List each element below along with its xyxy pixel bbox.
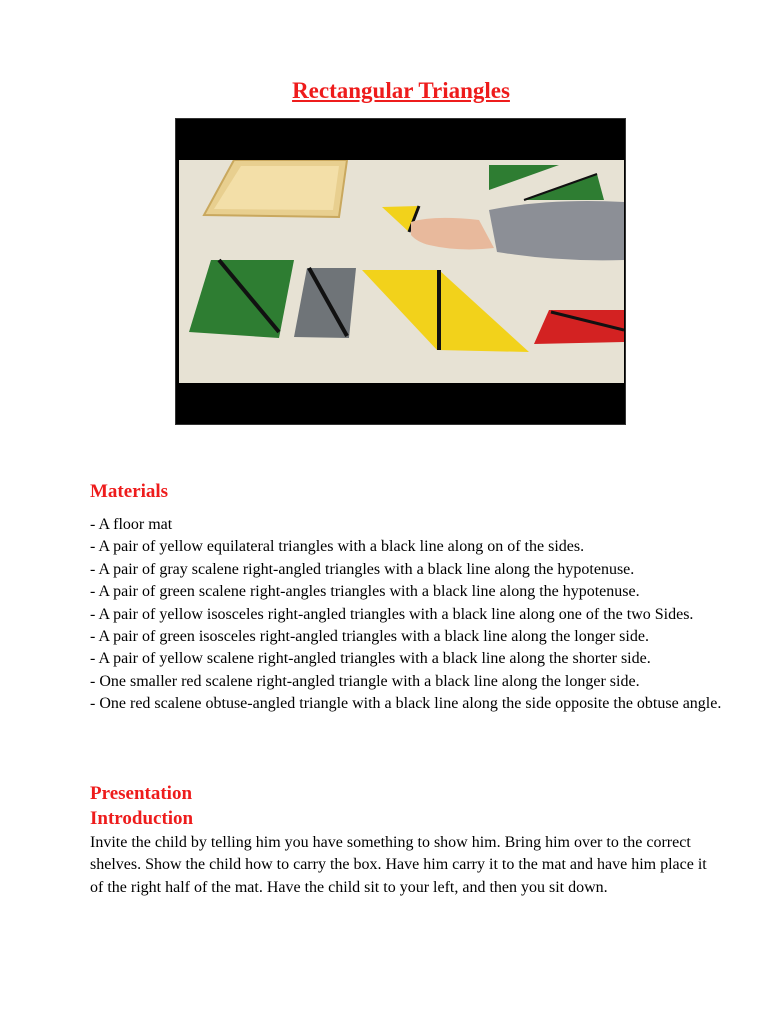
- photo-scene: [179, 160, 624, 383]
- list-item: - A pair of yellow scalene right-angled triangles with a black line along the shorter side.: [90, 648, 730, 670]
- document-title: Rectangular Triangles: [292, 78, 510, 103]
- list-item: - One smaller red scalene right-angled triangle with a black line along the longer side.: [90, 671, 730, 693]
- materials-heading: Materials: [90, 481, 169, 502]
- triangles-photo: [175, 118, 626, 425]
- list-item: - A floor mat: [90, 514, 730, 536]
- presentation-heading: Presentation: [90, 783, 193, 804]
- list-item: - A pair of green scalene right-angles triangles with a black line along the hypotenuse.: [90, 581, 730, 603]
- materials-list: [90, 514, 730, 716]
- introduction-heading: Introduction: [90, 808, 194, 829]
- sleeve: [489, 201, 624, 260]
- list-item: - A pair of gray scalene right-angled triangles with a black line along the hypotenuse.: [90, 559, 730, 581]
- introduction-paragraph: Invite the child by telling him you have something to show him. Bring him over to the correct shelves. Show the child how to carry the box. Have him carry it to the mat and have him place it of the right half of the mat. Have the child sit to your left, and then you sit down.: [90, 834, 707, 896]
- list-item: - One red scalene obtuse-angled triangle with a black line along the side opposite the obtuse angle.: [90, 693, 730, 715]
- list-item: - A pair of yellow isosceles right-angled triangles with a black line along one of the two Sides.: [90, 604, 730, 626]
- list-item: - A pair of green isosceles right-angled triangles with a black line along the longer side.: [90, 626, 730, 648]
- list-item: - A pair of yellow equilateral triangles with a black line along on of the sides.: [90, 536, 730, 558]
